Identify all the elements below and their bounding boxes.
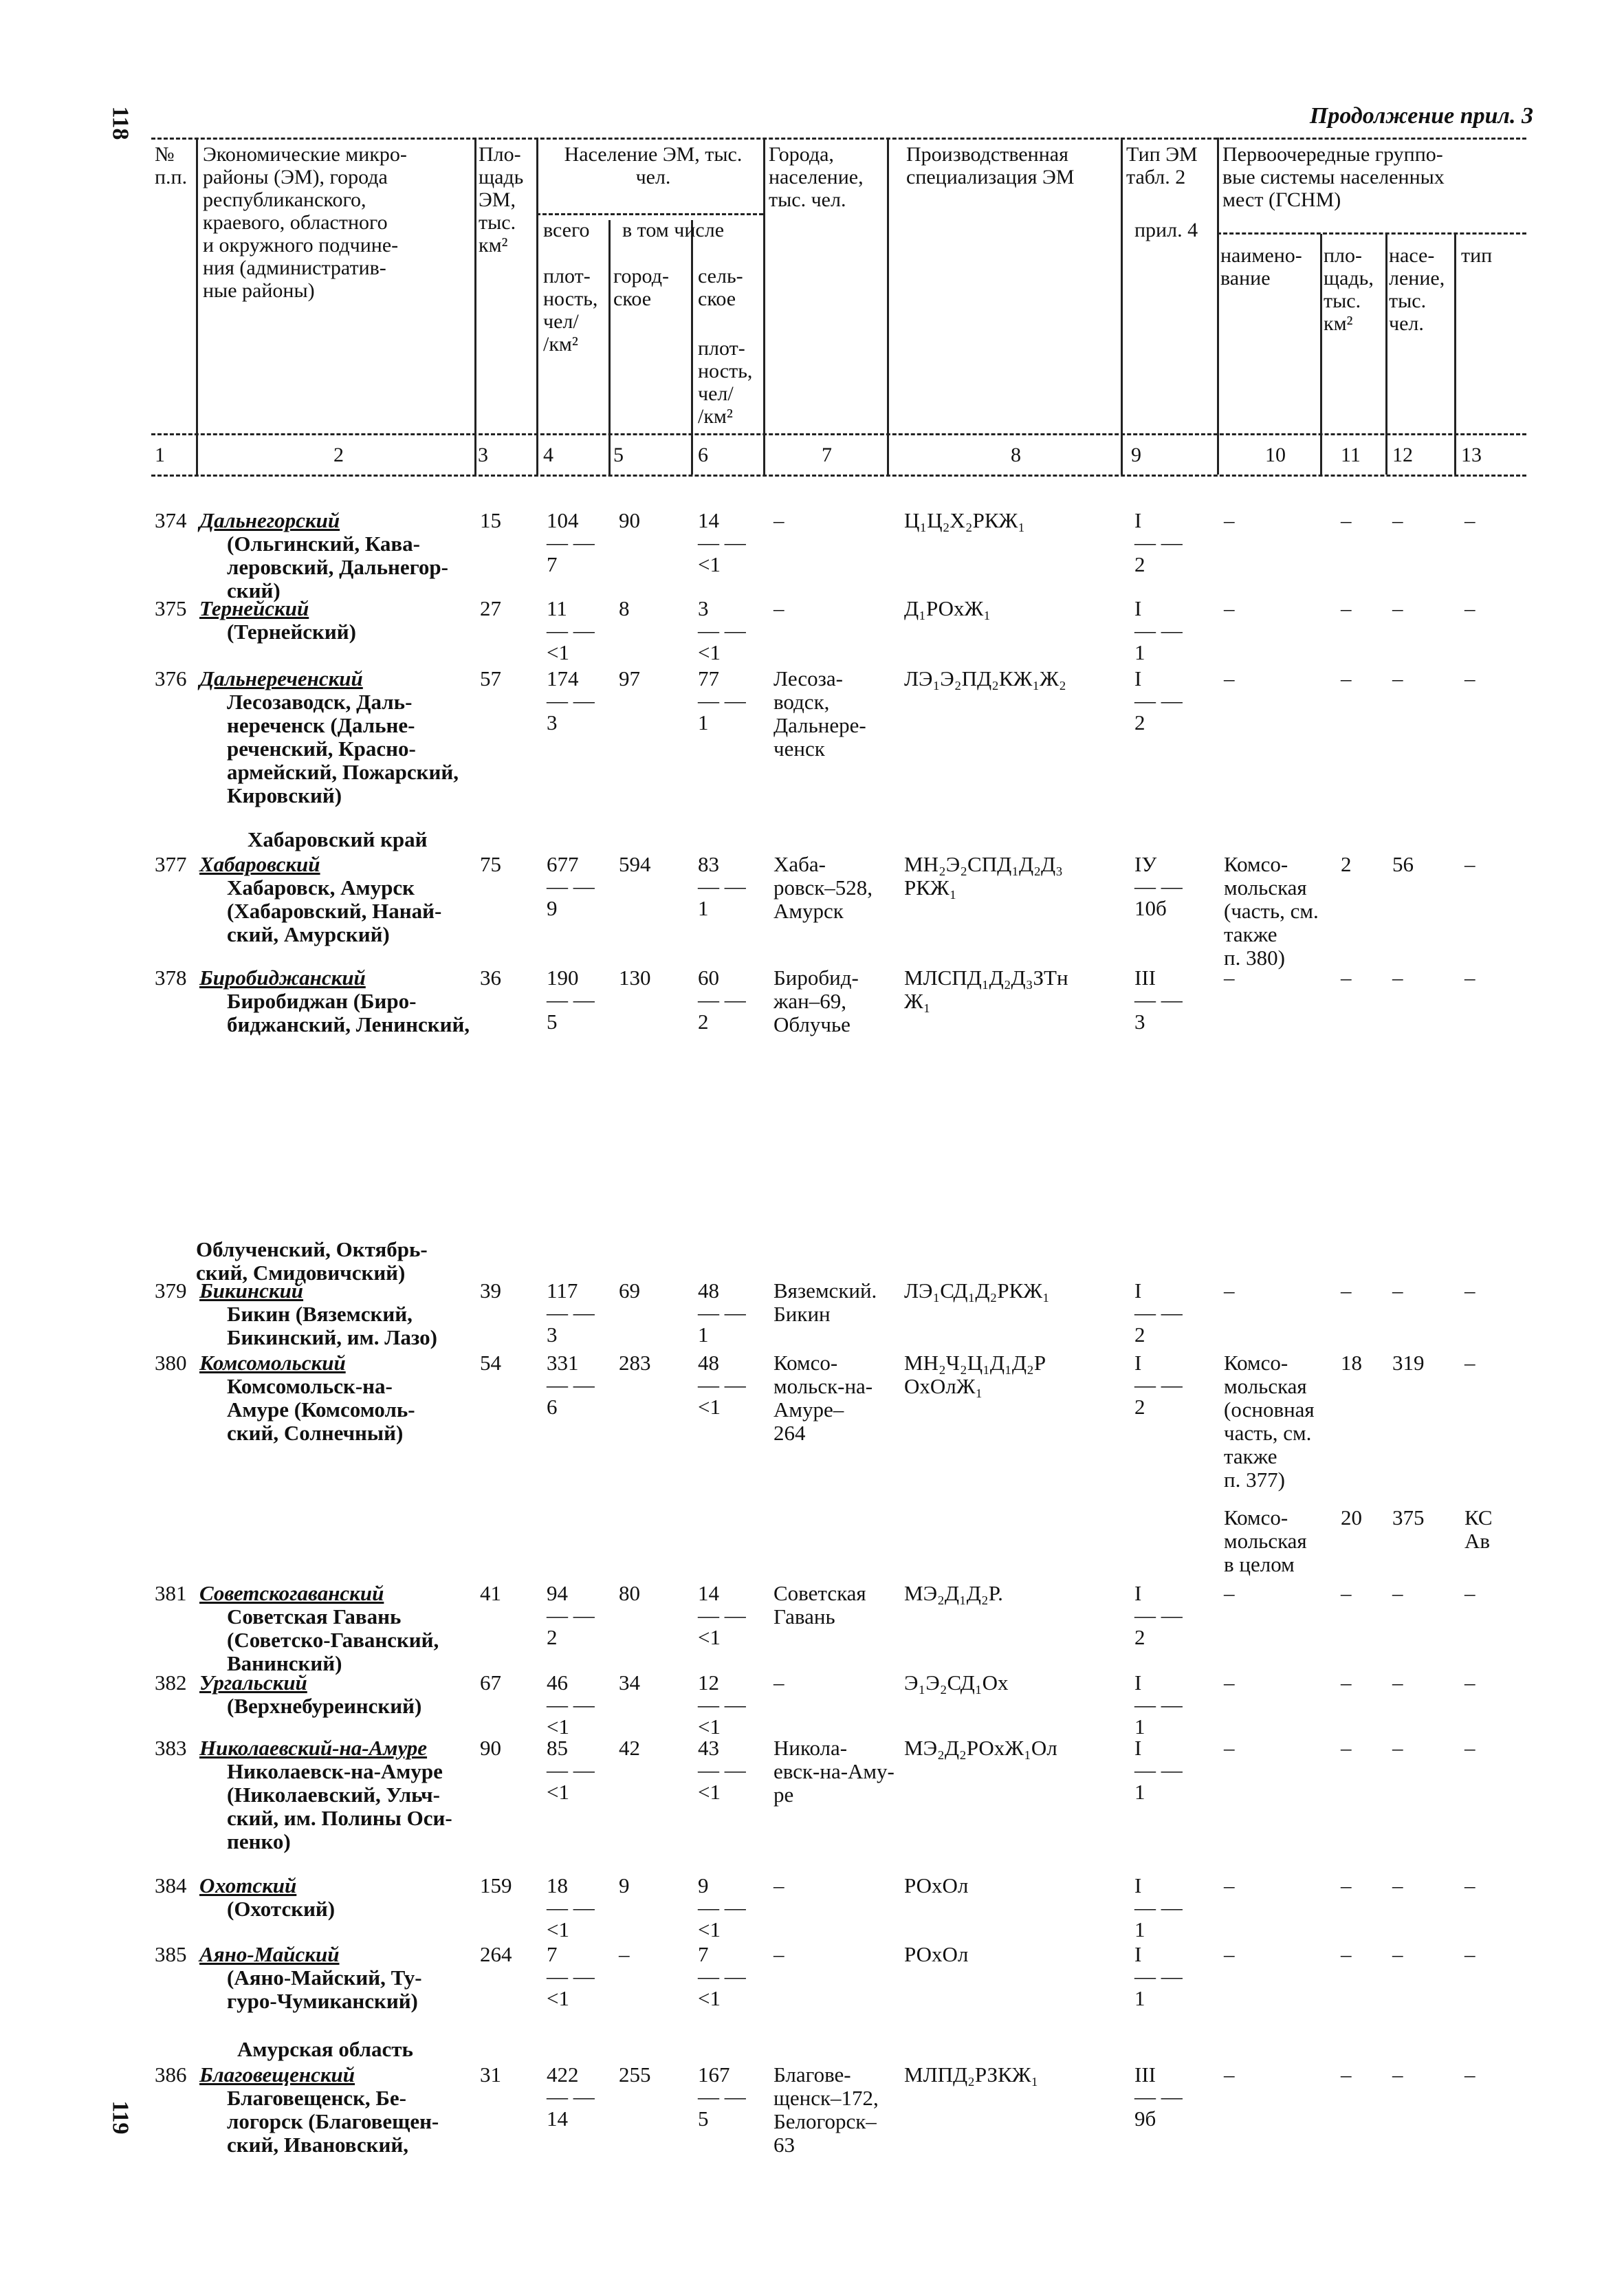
rural-population: 48 — — 1 [698, 1278, 746, 1347]
urban-population: 80 [619, 1581, 640, 1605]
region-name: Аяно-Майский (Аяно-Майский, Ту- гуро-Чумиканский) [199, 1942, 422, 2013]
em-type-value: I — — 2 [1134, 1278, 1183, 1347]
region-name: Биробиджанский Биробиджан (Биро- биджанский, Ленинский, [199, 966, 470, 1036]
col-number: 4 [543, 444, 553, 466]
rural-population: 12 — — <1 [698, 1670, 746, 1739]
specialization-value: МЭ₂Д₁Д₂Р. [904, 1581, 1003, 1605]
region-name: Ургальский (Верхнебуреинский) [199, 1670, 422, 1718]
gsnm-population: 56 [1392, 852, 1414, 876]
col-number: 2 [333, 444, 344, 466]
rural-population: 43 — — <1 [698, 1736, 746, 1804]
cities-value: – [773, 596, 784, 620]
rural-population: 48 — — <1 [698, 1351, 746, 1419]
em-type-value: IУ — — 10б [1134, 852, 1183, 920]
population-total: 174 — — 3 [547, 666, 595, 734]
header-specialization: Производственная специализация ЭМ [906, 143, 1075, 188]
header-em-type-b: прил. 4 [1134, 219, 1198, 241]
region-name: Советскогаванский Советская Гавань (Советско-Гаванский, Ванинский) [199, 1581, 439, 1675]
gsnm-name: Комсо- мольская в целом [1224, 1505, 1307, 1576]
population-total: 677 — — 9 [547, 852, 595, 920]
gsnm-type: – [1464, 2062, 1475, 2087]
area-value: 75 [480, 852, 501, 876]
col-number: 10 [1265, 444, 1286, 466]
em-type-value: I — — 1 [1134, 1670, 1183, 1739]
urban-population: 42 [619, 1736, 640, 1760]
col-number: 7 [822, 444, 832, 466]
rural-population: 9 — — <1 [698, 1873, 746, 1941]
col-number: 9 [1131, 444, 1141, 466]
em-type-value: I — — 2 [1134, 1351, 1183, 1419]
col-number: 13 [1461, 444, 1482, 466]
region-heading-amur: Амурская область [237, 2037, 413, 2061]
row-number: 381 [155, 1581, 187, 1605]
specialization-value: РОхОл [904, 1942, 969, 1966]
gsnm-area: 18 [1341, 1351, 1362, 1375]
urban-population: 283 [619, 1351, 651, 1375]
region-heading-khabarovsk: Хабаровский край [248, 827, 428, 851]
gsnm-name: – [1224, 1670, 1235, 1695]
gsnm-name: – [1224, 1942, 1235, 1966]
gsnm-area: – [1341, 2062, 1352, 2087]
rural-population: 77 — — 1 [698, 666, 746, 734]
region-name: Бикинский Бикин (Вяземский, Бикинский, им. Лазо) [199, 1278, 437, 1349]
urban-population: 255 [619, 2062, 651, 2087]
gsnm-type: – [1464, 852, 1475, 876]
rural-population: 60 — — 2 [698, 966, 746, 1034]
urban-population: 34 [619, 1670, 640, 1695]
area-value: 264 [480, 1942, 512, 1966]
gsnm-name: – [1224, 2062, 1235, 2087]
gsnm-area: – [1341, 1670, 1352, 1695]
row-number: 376 [155, 666, 187, 690]
gsnm-population: – [1392, 2062, 1403, 2087]
gsnm-population: – [1392, 1736, 1403, 1760]
gsnm-type: – [1464, 1942, 1475, 1966]
col-number: 3 [478, 444, 488, 466]
page-number-bottom: 119 [107, 2100, 133, 2135]
gsnm-population: – [1392, 508, 1403, 532]
region-name: Комсомольский Комсомольск-на- Амуре (Комсомоль- ский, Солнечный) [199, 1351, 415, 1445]
row-number: 383 [155, 1736, 187, 1760]
header-area: Пло- щадь ЭМ, тыс. км² [479, 143, 524, 257]
rural-population: 14 — — <1 [698, 508, 746, 576]
em-type-value: I — — 1 [1134, 1736, 1183, 1804]
header-number: № п.п. [155, 143, 188, 188]
gsnm-population: – [1392, 1942, 1403, 1966]
em-type-value: III — — 9б [1134, 2062, 1183, 2131]
gsnm-name: – [1224, 666, 1235, 690]
gsnm-population: – [1392, 666, 1403, 690]
header-gsnm-population: насе- ление, тыс. чел. [1389, 244, 1445, 335]
header-em-type: Тип ЭМ табл. 2 [1126, 143, 1198, 188]
population-total: 11 — — <1 [547, 596, 595, 664]
cities-value: – [773, 1670, 784, 1695]
continuation-label: Продолжение прил. 3 [1309, 103, 1533, 129]
row-number: 386 [155, 2062, 187, 2087]
em-type-value: I — — 2 [1134, 666, 1183, 734]
region-name: Тернейский (Тернейский) [199, 596, 356, 644]
specialization-value: Д₁РОхЖ₁ [904, 596, 991, 620]
specialization-value: МЛСПД₁Д₂Д₃ЗТн Ж₁ [904, 966, 1068, 1013]
area-value: 54 [480, 1351, 501, 1375]
em-type-value: I — — 2 [1134, 1581, 1183, 1649]
row-number: 375 [155, 596, 187, 620]
cities-value: – [773, 1873, 784, 1897]
gsnm-name: – [1224, 1873, 1235, 1897]
gsnm-population: – [1392, 596, 1403, 620]
region-name: Охотский (Охотский) [199, 1873, 336, 1921]
col-number: 5 [613, 444, 624, 466]
urban-population: – [619, 1942, 630, 1966]
header-rural-density: плот- ность, чел/ /км² [698, 337, 753, 428]
header-cities: Города, население, тыс. чел. [769, 143, 864, 211]
gsnm-population: – [1392, 966, 1403, 990]
region-name: Хабаровский Хабаровск, Амурск (Хабаровский, Нанай- ский, Амурский) [199, 852, 442, 946]
cities-value: Вяземский. Бикин [773, 1278, 877, 1326]
gsnm-area: – [1341, 1278, 1352, 1303]
population-total: 7 — — <1 [547, 1942, 595, 2010]
gsnm-area: 2 [1341, 852, 1352, 876]
area-value: 27 [480, 596, 501, 620]
gsnm-population: – [1392, 1581, 1403, 1605]
cities-value: Хаба- ровск–528, Амурск [773, 852, 873, 923]
region-name: Дальнереченский Лесозаводск, Даль- нереченск (Дальне- реченский, Красно- армейский, Пожарский, Кировский) [199, 666, 459, 807]
gsnm-area: – [1341, 1873, 1352, 1897]
gsnm-type: КС Ав [1464, 1505, 1493, 1553]
rural-population: 3 — — <1 [698, 596, 746, 664]
header-gsnm-type: тип [1461, 244, 1493, 267]
gsnm-area: – [1341, 966, 1352, 990]
header-gsnm-area: пло- щадь, тыс. км² [1324, 244, 1374, 335]
row-number: 379 [155, 1278, 187, 1303]
gsnm-type: – [1464, 1670, 1475, 1695]
gsnm-area: – [1341, 666, 1352, 690]
row-number: 380 [155, 1351, 187, 1375]
region-name: Дальнегорский (Ольгинский, Кава- леровский, Дальнегор- ский) [199, 508, 448, 602]
urban-population: 69 [619, 1278, 640, 1303]
rural-population: 7 — — <1 [698, 1942, 746, 2010]
area-value: 36 [480, 966, 501, 990]
gsnm-population: – [1392, 1873, 1403, 1897]
cities-value: Благове- щенск–172, Белогорск– 63 [773, 2062, 879, 2157]
specialization-value: Ц₁Ц₂Х₂РКЖ₁ [904, 508, 1026, 532]
urban-population: 90 [619, 508, 640, 532]
urban-population: 9 [619, 1873, 630, 1897]
gsnm-type: – [1464, 966, 1475, 990]
gsnm-type: – [1464, 1278, 1475, 1303]
specialization-value: РОхОл [904, 1873, 969, 1897]
gsnm-area: – [1341, 1581, 1352, 1605]
header-region-name: Экономические микро- районы (ЭМ), города республиканского, краевого, областного и окружного подчине- ния (административ- ные районы) [203, 143, 407, 302]
header-gsnm-group: Первоочередные группо- вые системы населенных мест (ГСНМ) [1222, 143, 1445, 211]
cities-value: Лесоза- водск, Дальнере- ченск [773, 666, 866, 761]
cities-value: Биробид- жан–69, Облучье [773, 966, 859, 1036]
row-number: 382 [155, 1670, 187, 1695]
row-number: 385 [155, 1942, 187, 1966]
gsnm-name: Комсо- мольская (часть, см. также п. 380) [1224, 852, 1319, 970]
row-number: 377 [155, 852, 187, 876]
em-type-value: I — — 1 [1134, 1942, 1183, 2010]
specialization-value: МН₂Ч₂Ц₁Д₁Д₂Р ОхОлЖ₁ [904, 1351, 1046, 1398]
em-type-value: I — — 1 [1134, 596, 1183, 664]
cities-value: – [773, 508, 784, 532]
gsnm-type: – [1464, 1351, 1475, 1375]
page-number-top: 118 [107, 106, 133, 140]
specialization-value: МН₂Э₂СПД₁Д₂Д₃ РКЖ₁ [904, 852, 1063, 900]
em-type-value: I — — 1 [1134, 1873, 1183, 1941]
gsnm-area: – [1341, 596, 1352, 620]
gsnm-type: – [1464, 666, 1475, 690]
em-type-value: III — — 3 [1134, 966, 1183, 1034]
gsnm-population: 375 [1392, 1505, 1425, 1530]
gsnm-type: – [1464, 1873, 1475, 1897]
gsnm-area: – [1341, 508, 1352, 532]
cities-value: Советская Гавань [773, 1581, 866, 1629]
row-number: 378 [155, 966, 187, 990]
population-total: 104 — — 7 [547, 508, 595, 576]
specialization-value: МЭ₂Д₂РОхЖ₁Ол [904, 1736, 1057, 1760]
header-gsnm-name: наимено- вание [1220, 244, 1302, 290]
area-value: 159 [480, 1873, 512, 1897]
population-total: 117 — — 3 [547, 1278, 595, 1347]
gsnm-type: – [1464, 508, 1475, 532]
col-number: 11 [1341, 444, 1361, 466]
rural-population: 167 — — 5 [698, 2062, 746, 2131]
area-value: 41 [480, 1581, 501, 1605]
cities-value: Никола- евск-на-Аму- ре [773, 1736, 895, 1807]
cities-value: Комсо- мольск-на- Амуре– 264 [773, 1351, 873, 1445]
specialization-value: ЛЭ₁СД₁Д₂РКЖ₁ [904, 1278, 1050, 1303]
gsnm-population: – [1392, 1670, 1403, 1695]
population-total: 94 — — 2 [547, 1581, 595, 1649]
area-value: 67 [480, 1670, 501, 1695]
gsnm-name: – [1224, 966, 1235, 990]
region-name: Благовещенский Благовещенск, Бе- логорск (Благовещен- ский, Ивановский, [199, 2062, 439, 2157]
header-population-total: всего [543, 219, 590, 241]
gsnm-type: – [1464, 596, 1475, 620]
area-value: 31 [480, 2062, 501, 2087]
col-number: 12 [1392, 444, 1413, 466]
area-value: 39 [480, 1278, 501, 1303]
gsnm-area: 20 [1341, 1505, 1362, 1530]
urban-population: 130 [619, 966, 651, 990]
population-total: 46 — — <1 [547, 1670, 595, 1739]
population-total: 190 — — 5 [547, 966, 595, 1034]
population-total: 18 — — <1 [547, 1873, 595, 1941]
header-population-density: плот- ность, чел/ /км² [543, 265, 598, 356]
specialization-value: ЛЭ₁Э₂ПД₂КЖ₁Ж₂ [904, 666, 1066, 690]
gsnm-area: – [1341, 1942, 1352, 1966]
gsnm-name: – [1224, 596, 1235, 620]
col-number: 6 [698, 444, 708, 466]
gsnm-type: – [1464, 1581, 1475, 1605]
header-population-including: в том числе [622, 219, 725, 241]
gsnm-name: – [1224, 1278, 1235, 1303]
header-rural: сель- ское [698, 265, 743, 310]
urban-population: 97 [619, 666, 640, 690]
col-number: 8 [1011, 444, 1021, 466]
area-value: 90 [480, 1736, 501, 1760]
area-value: 57 [480, 666, 501, 690]
urban-population: 594 [619, 852, 651, 876]
specialization-value: МЛПД₂РЗКЖ₁ [904, 2062, 1039, 2087]
gsnm-name: – [1224, 508, 1235, 532]
gsnm-name: – [1224, 1581, 1235, 1605]
cities-value: – [773, 1942, 784, 1966]
em-type-value: I — — 2 [1134, 508, 1183, 576]
gsnm-population: – [1392, 1278, 1403, 1303]
gsnm-area: – [1341, 1736, 1352, 1760]
population-total: 422 — — 14 [547, 2062, 595, 2131]
rural-population: 14 — — <1 [698, 1581, 746, 1649]
col-number: 1 [155, 444, 165, 466]
gsnm-population: 319 [1392, 1351, 1425, 1375]
row-number: 374 [155, 508, 187, 532]
population-total: 331 — — 6 [547, 1351, 595, 1419]
gsnm-name: – [1224, 1736, 1235, 1760]
header-population-group: Население ЭМ, тыс. чел. [564, 143, 743, 188]
population-total: 85 — — <1 [547, 1736, 595, 1804]
header-urban: город- ское [613, 265, 669, 310]
area-value: 15 [480, 508, 501, 532]
urban-population: 8 [619, 596, 630, 620]
specialization-value: Э₁Э₂СД₁Ох [904, 1670, 1009, 1695]
rural-population: 83 — — 1 [698, 852, 746, 920]
row-number: 384 [155, 1873, 187, 1897]
region-name: Облученский, Октябрь- ский, Смидовичский) [196, 1237, 428, 1285]
region-name: Николаевский-на-Амуре Николаевск-на-Амуре (Николаевский, Ульч- ский, им. Полины Оси- пенко) [199, 1736, 452, 1853]
gsnm-type: – [1464, 1736, 1475, 1760]
gsnm-name: Комсо- мольская (основная часть, см. также п. 377) [1224, 1351, 1315, 1492]
